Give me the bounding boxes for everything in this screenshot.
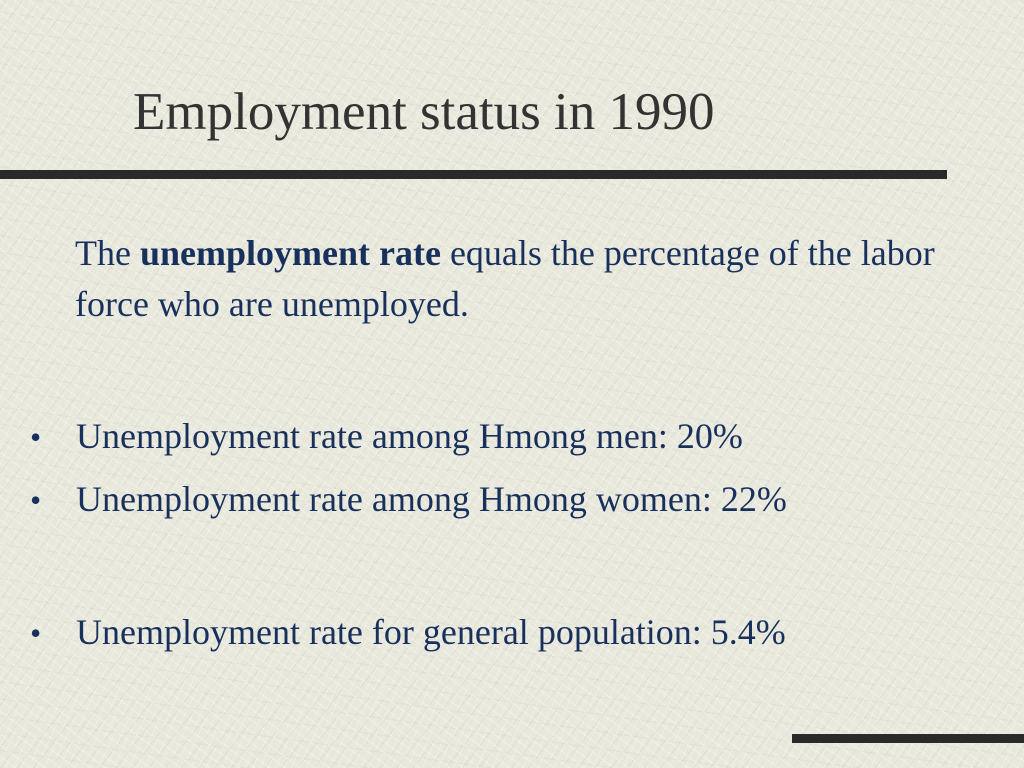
bullet-text: Unemployment rate among Hmong men: 20% [76, 416, 743, 456]
bullet-marker: • [30, 615, 42, 651]
definition-paragraph [75, 228, 975, 330]
title-divider [0, 170, 947, 179]
bullet-item-men [30, 418, 743, 454]
slide-title: Employment status in 1990 [133, 83, 715, 141]
bullet-text: Unemployment rate for general population: 5.4% [76, 612, 786, 652]
definition-suffix: equals the percentage of the labor force who are unemployed. [75, 233, 935, 324]
bullet-marker: • [30, 482, 42, 518]
footer-divider [792, 734, 1024, 743]
bullet-item-general [30, 614, 786, 650]
definition-bold-term: unemployment rate [139, 233, 441, 273]
bullet-marker: • [30, 419, 42, 455]
definition-prefix: The [75, 233, 140, 273]
bullet-text: Unemployment rate among Hmong women: 22% [76, 479, 787, 519]
bullet-item-women [30, 481, 787, 517]
